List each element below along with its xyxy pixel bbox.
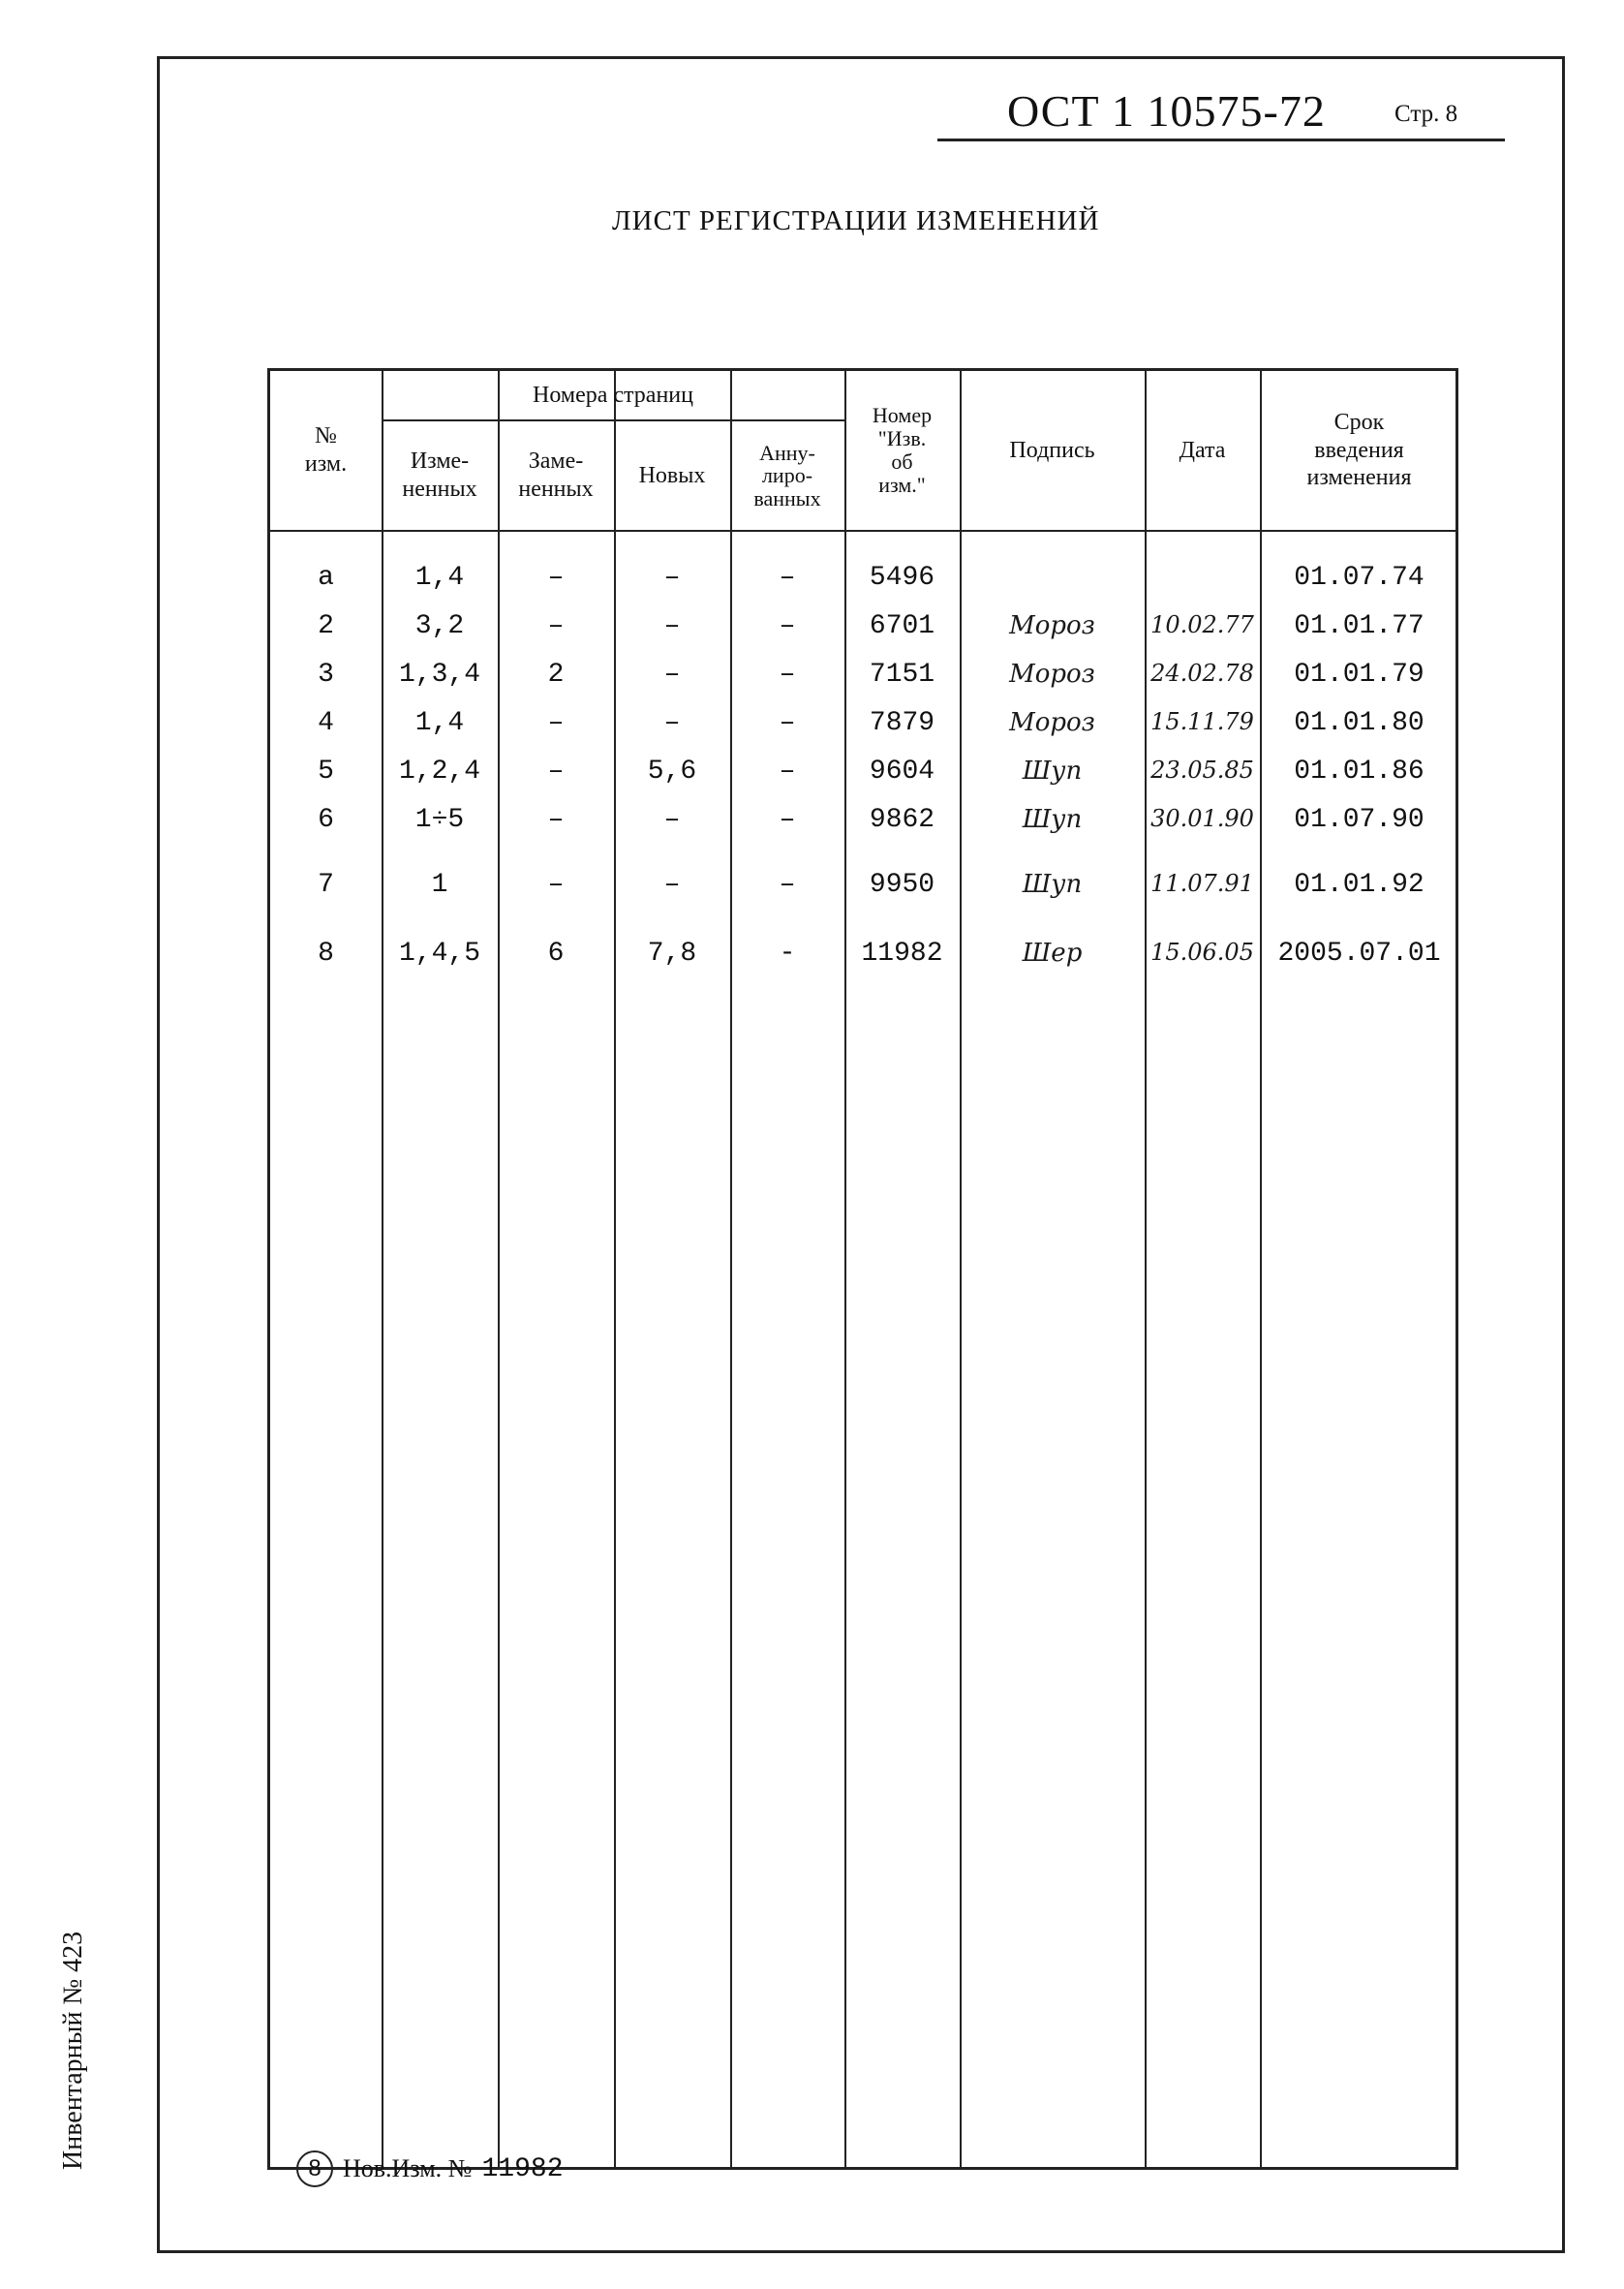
cell-changed: 1,2,4 bbox=[398, 757, 480, 787]
cell-replaced: – bbox=[547, 757, 565, 787]
cell-annulled: - bbox=[779, 939, 796, 969]
cell-new: – bbox=[663, 708, 681, 738]
cell-deadline: 01.07.74 bbox=[1294, 563, 1425, 593]
cell-new: – bbox=[663, 870, 681, 900]
cell-annulled: – bbox=[779, 611, 796, 641]
cell-changed: 1÷5 bbox=[414, 805, 465, 835]
header-bottom-rule bbox=[270, 530, 1455, 532]
cell-signature: Мороз bbox=[1009, 708, 1095, 737]
cell-annulled: – bbox=[779, 563, 796, 593]
cell-signature: Шер bbox=[1022, 939, 1083, 968]
cell-notice: 5496 bbox=[869, 563, 935, 593]
cell-annulled: – bbox=[779, 870, 796, 900]
header-rule bbox=[937, 139, 1505, 141]
cell-replaced: – bbox=[547, 708, 565, 738]
cell-notice: 9950 bbox=[869, 870, 935, 900]
cell-no: 5 bbox=[318, 757, 334, 787]
cell-deadline: 01.01.86 bbox=[1294, 757, 1425, 787]
cell-replaced: 2 bbox=[547, 660, 565, 690]
cell-new: – bbox=[663, 660, 681, 690]
header-deadline: Срок введения изменения bbox=[1306, 409, 1412, 491]
header-replaced: Заме- ненных bbox=[518, 449, 594, 502]
cell-notice: 9862 bbox=[869, 805, 935, 835]
cell-notice: 6701 bbox=[869, 611, 935, 641]
page-number: Стр. 8 bbox=[1394, 101, 1458, 127]
cell-deadline: 01.01.80 bbox=[1294, 708, 1425, 738]
cell-deadline: 2005.07.01 bbox=[1277, 939, 1441, 969]
cell-date: 15.11.79 bbox=[1150, 708, 1254, 735]
cell-date: 30.01.90 bbox=[1150, 805, 1254, 832]
cell-deadline: 01.01.77 bbox=[1294, 611, 1425, 641]
cell-deadline: 01.01.92 bbox=[1294, 870, 1425, 900]
page-title: ЛИСТ РЕГИСТРАЦИИ ИЗМЕНЕНИЙ bbox=[612, 205, 1100, 236]
cell-notice: 9604 bbox=[869, 757, 935, 787]
cell-deadline: 01.07.90 bbox=[1294, 805, 1425, 835]
cell-new: – bbox=[663, 563, 681, 593]
cell-date: 15.06.05 bbox=[1150, 939, 1254, 966]
cell-changed: 1,4,5 bbox=[398, 939, 480, 969]
cell-no: 8 bbox=[318, 939, 334, 969]
cell-no: 4 bbox=[318, 708, 334, 738]
cell-replaced: – bbox=[547, 611, 565, 641]
cell-notice: 7879 bbox=[869, 708, 935, 738]
cell-date: 11.07.91 bbox=[1150, 870, 1254, 897]
change-number-badge: 8 bbox=[296, 2150, 333, 2187]
footer-note bbox=[296, 2150, 564, 2187]
cell-signature: Шуп bbox=[1022, 805, 1083, 834]
cell-annulled: – bbox=[779, 660, 796, 690]
header-no: № изм. bbox=[304, 423, 348, 477]
header-pages-group: Номера страниц bbox=[533, 382, 693, 408]
cell-date: 23.05.85 bbox=[1150, 757, 1254, 784]
cell-changed: 1,3,4 bbox=[398, 660, 480, 690]
inventory-label: Инвентарный № 423 bbox=[58, 1931, 88, 2170]
cell-date: 10.02.77 bbox=[1150, 611, 1254, 638]
footer-label: Нов.Изм. № bbox=[343, 2154, 473, 2182]
cell-new: 5,6 bbox=[647, 757, 697, 787]
cell-changed: 3,2 bbox=[414, 611, 465, 641]
col-divider bbox=[1145, 371, 1147, 2167]
cell-replaced: 6 bbox=[547, 939, 565, 969]
header-changed: Изме- ненных bbox=[402, 449, 477, 502]
cell-annulled: – bbox=[779, 805, 796, 835]
cell-signature: Шуп bbox=[1022, 757, 1083, 786]
header-signature: Подпись bbox=[1009, 437, 1095, 463]
cell-signature: Мороз bbox=[1009, 611, 1095, 640]
cell-replaced: – bbox=[547, 870, 565, 900]
cell-replaced: – bbox=[547, 805, 565, 835]
cell-signature: Шуп bbox=[1022, 870, 1083, 899]
footer-number: 11982 bbox=[481, 2153, 564, 2184]
header-new: Новых bbox=[638, 462, 706, 488]
cell-no: 3 bbox=[318, 660, 334, 690]
cell-replaced: – bbox=[547, 563, 565, 593]
cell-new: – bbox=[663, 611, 681, 641]
cell-changed: 1,4 bbox=[414, 708, 465, 738]
cell-changed: 1 bbox=[431, 870, 448, 900]
cell-annulled: – bbox=[779, 708, 796, 738]
cell-signature: Мороз bbox=[1009, 660, 1095, 689]
cell-new: 7,8 bbox=[647, 939, 697, 969]
header-date: Дата bbox=[1179, 437, 1226, 463]
cell-deadline: 01.01.79 bbox=[1294, 660, 1425, 690]
cell-changed: 1,4 bbox=[414, 563, 465, 593]
cell-date: 24.02.78 bbox=[1150, 660, 1254, 687]
col-divider bbox=[960, 371, 962, 2167]
cell-notice: 11982 bbox=[861, 939, 943, 969]
cell-no: 2 bbox=[318, 611, 334, 641]
header-annulled: Анну- лиро- ванных bbox=[753, 441, 821, 510]
document-code: ОСТ 1 10575-72 bbox=[1007, 86, 1326, 136]
cell-new: – bbox=[663, 805, 681, 835]
header-notice-no: Номер "Изв. об изм." bbox=[872, 402, 933, 498]
cell-no: 6 bbox=[318, 805, 334, 835]
changes-table bbox=[267, 368, 1458, 2170]
cell-annulled: – bbox=[779, 757, 796, 787]
cell-notice: 7151 bbox=[869, 660, 935, 690]
cell-no: 7 bbox=[318, 870, 334, 900]
cell-no: a bbox=[318, 563, 334, 593]
